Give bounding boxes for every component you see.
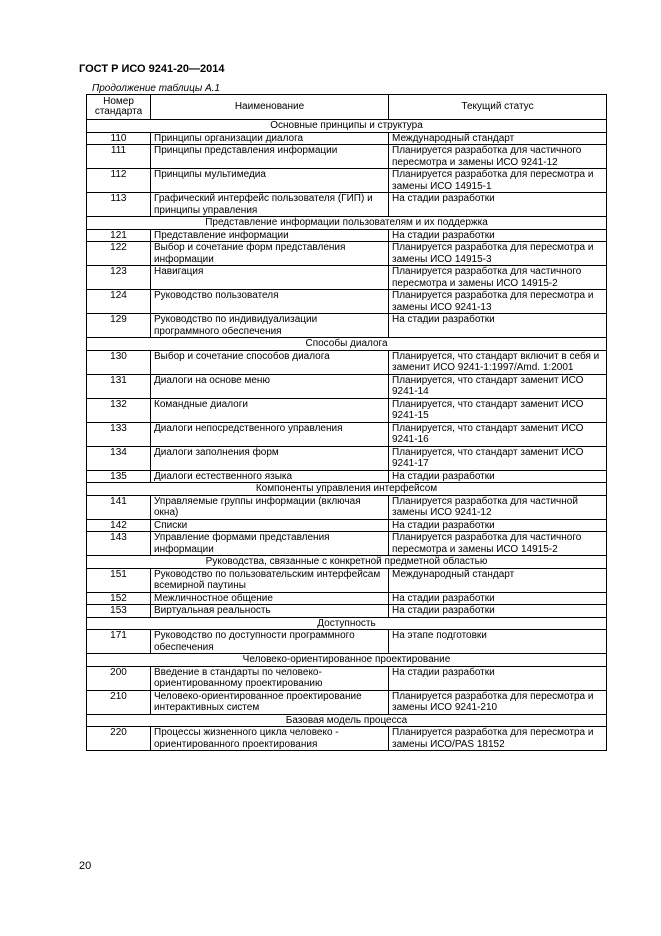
standard-name-cell: Руководство по доступности программного обеспечения <box>151 630 389 654</box>
standard-name-cell: Управление формами представления информации <box>151 532 389 556</box>
standard-status-cell: На стадии разработки <box>389 229 607 242</box>
table-row <box>87 446 607 470</box>
standard-status-cell: На стадии разработки <box>389 519 607 532</box>
column-header-status: Текущий статус <box>389 95 607 120</box>
table-row <box>87 568 607 592</box>
table-row <box>87 519 607 532</box>
standard-status-cell: Планируется разработка для частичного пересмотра и замены ИСО 14915-2 <box>389 532 607 556</box>
standard-status-cell: На стадии разработки <box>389 470 607 483</box>
table-row <box>87 495 607 519</box>
standard-status-cell: На стадии разработки <box>389 314 607 338</box>
standard-name-cell: Диалоги заполнения форм <box>151 446 389 470</box>
table-header-row <box>87 95 607 120</box>
table-row <box>87 727 607 751</box>
standard-number-cell: 122 <box>87 242 151 266</box>
table-body <box>87 120 607 751</box>
standard-name-cell: Выбор и сочетание способов диалога <box>151 350 389 374</box>
standard-number-cell: 132 <box>87 398 151 422</box>
table-row <box>87 666 607 690</box>
standard-name-cell: Руководство пользователя <box>151 290 389 314</box>
standard-status-cell: На стадии разработки <box>389 592 607 605</box>
standard-name-cell: Введение в стандарты по человеко-ориентированному проектированию <box>151 666 389 690</box>
section-title: Руководства, связанные с конкретной предметной областью <box>87 556 607 569</box>
standard-status-cell: На стадии разработки <box>389 193 607 217</box>
standard-status-cell: Планируется, что стандарт включит в себя и заменит ИСО 9241-1:1997/Amd. 1:2001 <box>389 350 607 374</box>
standard-name-cell: Диалоги непосредственного управления <box>151 422 389 446</box>
page-number: 20 <box>79 860 92 872</box>
standard-name-cell: Представление информации <box>151 229 389 242</box>
table-row <box>87 690 607 714</box>
column-header-name: Наименование <box>151 95 389 120</box>
standard-number-cell: 124 <box>87 290 151 314</box>
standard-name-cell: Человеко-ориентированное проектирование интерактивных систем <box>151 690 389 714</box>
standard-name-cell: Списки <box>151 519 389 532</box>
table-row <box>87 193 607 217</box>
standard-number-cell: 200 <box>87 666 151 690</box>
standard-name-cell: Диалоги естественного языка <box>151 470 389 483</box>
standard-number-cell: 134 <box>87 446 151 470</box>
table-row <box>87 374 607 398</box>
standard-name-cell: Принципы представления информации <box>151 145 389 169</box>
standard-number-cell: 135 <box>87 470 151 483</box>
standard-name-cell: Принципы организации диалога <box>151 132 389 145</box>
section-title: Компоненты управления интерфейсом <box>87 483 607 496</box>
standard-name-cell: Графический интерфейс пользователя (ГИП) и принципы управления <box>151 193 389 217</box>
standard-number-cell: 129 <box>87 314 151 338</box>
table-row <box>87 132 607 145</box>
section-title: Представление информации пользователям и их поддержка <box>87 217 607 230</box>
table-row <box>87 314 607 338</box>
standards-table <box>86 94 607 751</box>
standard-status-cell: Планируется, что стандарт заменит ИСО 9241-16 <box>389 422 607 446</box>
section-row <box>87 217 607 230</box>
standard-name-cell: Выбор и сочетание форм представления информации <box>151 242 389 266</box>
standard-number-cell: 142 <box>87 519 151 532</box>
standard-status-cell: Планируется разработка для пересмотра и замены ИСО 14915-3 <box>389 242 607 266</box>
table-row <box>87 532 607 556</box>
standard-name-cell: Навигация <box>151 266 389 290</box>
section-row <box>87 617 607 630</box>
standard-name-cell: Виртуальная реальность <box>151 605 389 618</box>
section-title: Базовая модель процесса <box>87 714 607 727</box>
section-row <box>87 483 607 496</box>
standard-number-cell: 220 <box>87 727 151 751</box>
standard-number-cell: 152 <box>87 592 151 605</box>
section-title: Доступность <box>87 617 607 630</box>
standard-status-cell: Планируется разработка для пересмотра и замены ИСО 14915-1 <box>389 169 607 193</box>
table-row <box>87 242 607 266</box>
standard-name-cell: Межличностное общение <box>151 592 389 605</box>
standard-status-cell: Планируется разработка для частичного пересмотра и замены ИСО 14915-2 <box>389 266 607 290</box>
standard-number-cell: 121 <box>87 229 151 242</box>
standard-status-cell: Планируется, что стандарт заменит ИСО 9241-17 <box>389 446 607 470</box>
column-header-number-line1: Номер <box>103 95 134 107</box>
standard-number-cell: 111 <box>87 145 151 169</box>
section-row <box>87 556 607 569</box>
table-row <box>87 630 607 654</box>
standard-status-cell: Планируется разработка для частичной замены ИСО 9241-12 <box>389 495 607 519</box>
standard-number-cell: 131 <box>87 374 151 398</box>
standard-name-cell: Управляемые группы информации (включая окна) <box>151 495 389 519</box>
document-header: ГОСТ Р ИСО 9241-20—2014 <box>79 63 225 75</box>
section-row <box>87 714 607 727</box>
section-row <box>87 654 607 667</box>
standard-number-cell: 130 <box>87 350 151 374</box>
table-row <box>87 229 607 242</box>
table-row <box>87 398 607 422</box>
standard-number-cell: 123 <box>87 266 151 290</box>
standard-name-cell: Процессы жизненного цикла человеко - ориентированного проектирования <box>151 727 389 751</box>
standard-name-cell: Руководство по индивидуализации программного обеспечения <box>151 314 389 338</box>
table-row <box>87 290 607 314</box>
standard-number-cell: 113 <box>87 193 151 217</box>
table-row <box>87 470 607 483</box>
table-row <box>87 605 607 618</box>
standard-status-cell: Планируется разработка для пересмотра и замены ИСО 9241-13 <box>389 290 607 314</box>
standard-name-cell: Командные диалоги <box>151 398 389 422</box>
table-row <box>87 266 607 290</box>
standard-number-cell: 133 <box>87 422 151 446</box>
standard-number-cell: 210 <box>87 690 151 714</box>
standard-status-cell: Планируется, что стандарт заменит ИСО 9241-15 <box>389 398 607 422</box>
standard-status-cell: На стадии разработки <box>389 666 607 690</box>
standard-status-cell: Планируется разработка для пересмотра и замены ИСО/PAS 18152 <box>389 727 607 751</box>
standard-name-cell: Руководство по пользовательским интерфейсам всемирной паутины <box>151 568 389 592</box>
standard-number-cell: 143 <box>87 532 151 556</box>
section-row <box>87 120 607 133</box>
standard-status-cell: Планируется разработка для частичного пересмотра и замены ИСО 9241-12 <box>389 145 607 169</box>
table-row <box>87 145 607 169</box>
section-title: Основные принципы и структура <box>87 120 607 133</box>
column-header-number-line2: стандарта <box>94 106 143 117</box>
standard-status-cell: Планируется, что стандарт заменит ИСО 9241-14 <box>389 374 607 398</box>
table-row <box>87 350 607 374</box>
table-row <box>87 422 607 446</box>
standard-number-cell: 141 <box>87 495 151 519</box>
standard-number-cell: 171 <box>87 630 151 654</box>
standard-number-cell: 153 <box>87 605 151 618</box>
column-header-number <box>87 95 151 120</box>
section-title: Человеко-ориентированное проектирование <box>87 654 607 667</box>
section-row <box>87 338 607 351</box>
standard-status-cell: На стадии разработки <box>389 605 607 618</box>
table-row <box>87 592 607 605</box>
section-title: Способы диалога <box>87 338 607 351</box>
standard-status-cell: Международный стандарт <box>389 568 607 592</box>
table-row <box>87 169 607 193</box>
standard-status-cell: На этапе подготовки <box>389 630 607 654</box>
standard-status-cell: Международный стандарт <box>389 132 607 145</box>
standard-number-cell: 151 <box>87 568 151 592</box>
standard-status-cell: Планируется разработка для пересмотра и замены ИСО 9241-210 <box>389 690 607 714</box>
table-caption: Продолжение таблицы А.1 <box>92 83 220 94</box>
standard-number-cell: 112 <box>87 169 151 193</box>
standard-name-cell: Диалоги на основе меню <box>151 374 389 398</box>
standard-number-cell: 110 <box>87 132 151 145</box>
standard-name-cell: Принципы мультимедиа <box>151 169 389 193</box>
